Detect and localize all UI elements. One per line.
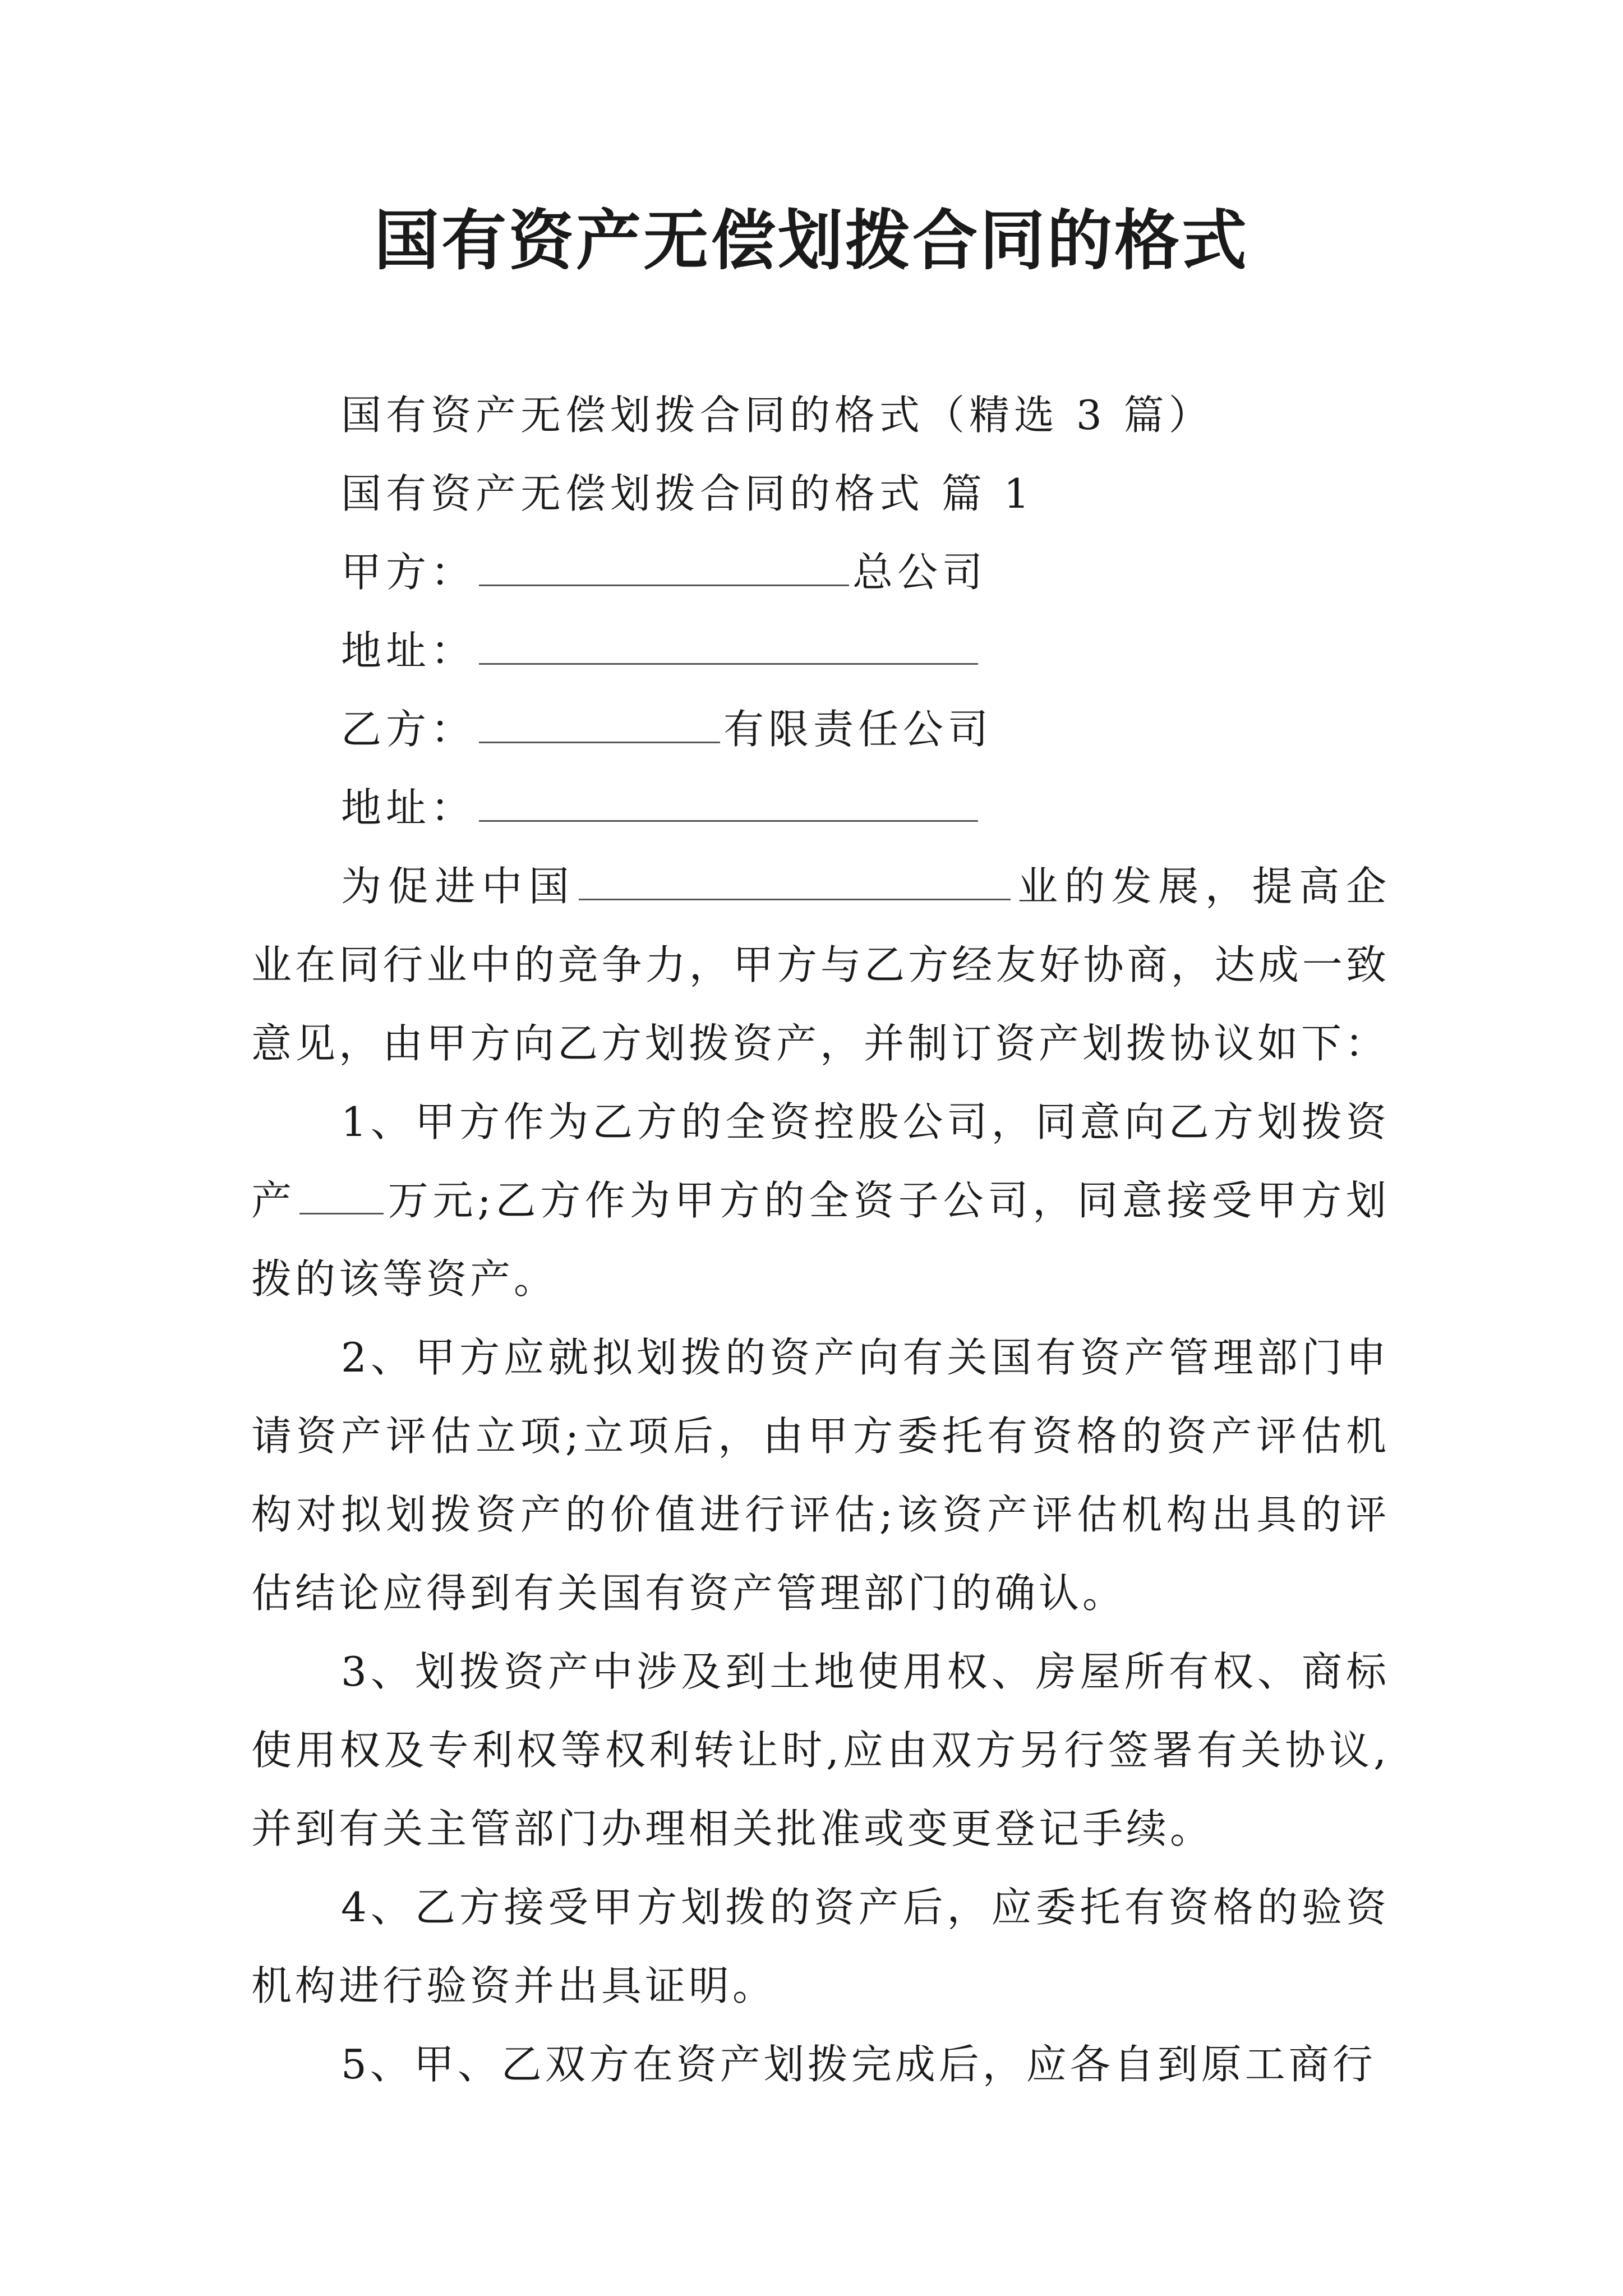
document-title: 国有资产无偿划拨合同的格式 — [374, 203, 1249, 279]
intro-prefix: 为促进中国 — [341, 863, 576, 910]
party-a-line — [251, 533, 1390, 611]
address-label-1: 地址： — [341, 627, 476, 674]
party-a-label: 甲方： — [341, 549, 476, 596]
subtitle: 国有资产无偿划拨合同的格式（精选 3 篇） — [341, 392, 1214, 439]
document-body — [251, 376, 1390, 2104]
industry-blank — [579, 861, 1011, 900]
address-b-line — [251, 769, 1390, 847]
address-b-blank — [479, 782, 978, 822]
party-b-line — [251, 690, 1390, 769]
clause-3: 3、划拨资产中涉及到土地使用权、房屋所有权、商标使用权及专利权等权利转让时,应由双方另行签署有关协议,并到有关主管部门办理相关批准或变更登记手续。 — [251, 1648, 1390, 1852]
clause-2: 2、甲方应就拟划拨的资产向有关国有资产管理部门申请资产评估立项;立项后，由甲方委托有资格的资产评估机构对拟划拨资产的价值进行评估;该资产评估机构出具的评估结论应得到有关国有资产管理部门的确认。 — [251, 1334, 1390, 1617]
intro-rest: 业的发展，提高企业在同行业中的竞争力，甲方与乙方经友好协商，达成一致意见，由甲方向乙方划拨资产，并制订资产划拨协议如下： — [251, 863, 1390, 1067]
intro-paragraph — [251, 847, 1390, 1083]
clause-1 — [251, 1083, 1390, 1318]
address-label-2: 地址： — [341, 784, 476, 831]
party-a-suffix: 总公司 — [852, 549, 988, 596]
party-a-blank — [479, 546, 849, 586]
clause-1-b: 万元;乙方作为甲方的全资子公司，同意接受甲方划拨的该等资产。 — [251, 1177, 1390, 1303]
address-a-blank — [479, 625, 978, 665]
clause-1-a: 1、甲方作为乙方的全资控股公司，同意向乙方划拨资产 — [251, 1098, 1390, 1224]
clause-5: 5、甲、乙双方在资产划拨完成后，应各自到原工商行 — [341, 2041, 1376, 2088]
party-b-suffix: 有限责任公司 — [723, 706, 993, 753]
section-heading: 国有资产无偿划拨合同的格式 篇 1 — [341, 470, 1034, 517]
amount-blank — [299, 1175, 384, 1214]
clause-4: 4、乙方接受甲方划拨的资产后，应委托有资格的验资机构进行验资并出具证明。 — [251, 1884, 1390, 2009]
party-b-label: 乙方： — [341, 706, 476, 753]
party-b-blank — [479, 703, 720, 743]
address-a-line — [251, 611, 1390, 690]
